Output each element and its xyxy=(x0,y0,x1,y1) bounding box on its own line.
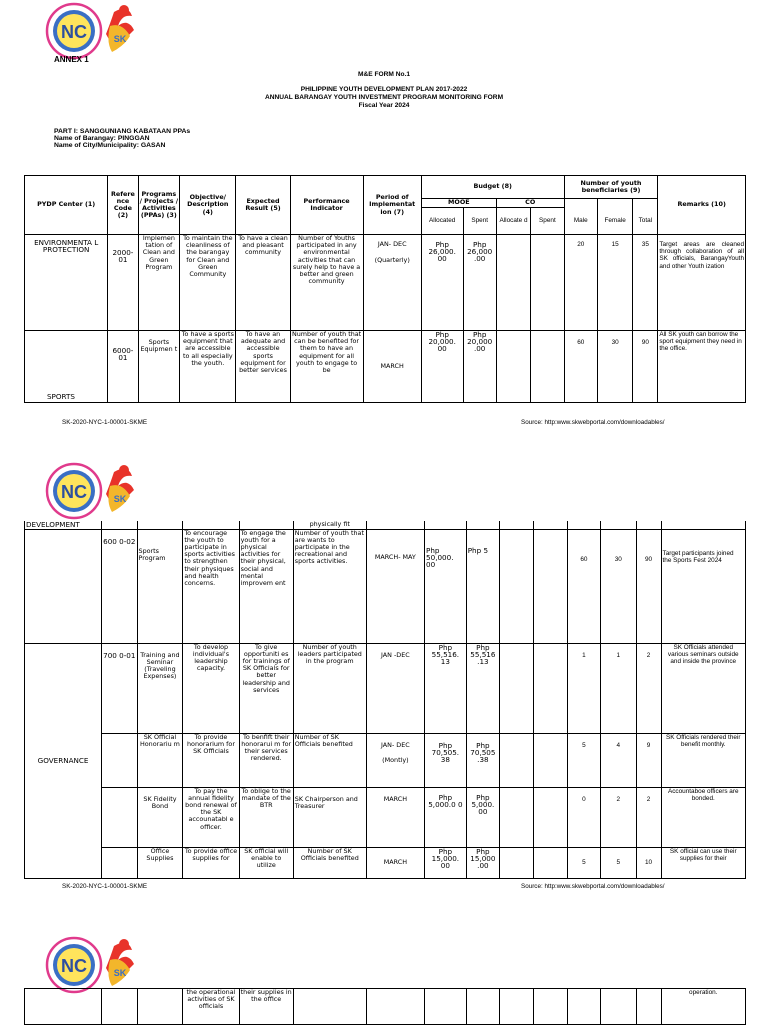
performance-indicator: SK Chairperson and Treasurer xyxy=(293,787,366,847)
mooe-allocated: Php 20,000. 00 xyxy=(421,331,463,403)
female-count: 1 xyxy=(601,643,636,733)
col-total: Total xyxy=(633,208,658,235)
pydp-center: ENVIRONMENTA L PROTECTION xyxy=(25,235,108,331)
mooe-allocated: Php 5,000.0 0 xyxy=(425,787,467,847)
remarks: SK official can use their supplies for their xyxy=(661,847,746,878)
period: MARCH xyxy=(366,847,424,878)
objective: To provide office supplies for xyxy=(183,847,239,878)
female-count: 4 xyxy=(601,733,636,787)
total-count: 35 xyxy=(633,235,658,331)
mooe-spent: Php 5,000. 00 xyxy=(466,787,499,847)
sk-logo-text: SK xyxy=(113,34,127,44)
pydp-center: GOVERNANCE xyxy=(25,643,102,878)
mooe-allocated: Php 50,000. 00 xyxy=(425,529,467,643)
male-count: 0 xyxy=(567,787,600,847)
plan-title: PHILIPPINE YOUTH DEVELOPMENT PLAN 2017-2022 xyxy=(300,86,468,93)
mooe-spent: Php 15,000 .00 xyxy=(466,847,499,878)
nc-sk-logo xyxy=(44,462,144,520)
performance-indicator: Number of SK Officials benefited xyxy=(293,847,366,878)
performance-indicator: Number of youth that are wants to participate in the recreational and sports activities. xyxy=(293,529,366,643)
ppa: Training and Seminar (Traveling Expenses) xyxy=(137,643,183,733)
footer-source: Source: http:www.skwebportal.com/downloadables/ xyxy=(521,419,665,426)
col-period: Period of Implementat ion (7) xyxy=(363,176,421,235)
nc-logo-text: NC xyxy=(61,22,87,42)
part-info xyxy=(54,128,190,150)
ppa: Implemen tation of Clean and Green Program xyxy=(138,235,180,331)
annex-label: ANNEX 1 xyxy=(54,55,89,64)
male-count: 20 xyxy=(564,235,597,331)
table-row xyxy=(25,643,746,733)
total-count: 90 xyxy=(633,331,658,403)
period-note: (Quarterly) xyxy=(374,256,410,265)
nc-logo-text: NC xyxy=(61,482,87,502)
col-pydp-center: PYDP Center (1) xyxy=(25,176,108,235)
table-row xyxy=(25,235,746,331)
col-reference-code: Refere nce Code (2) xyxy=(108,176,138,235)
col-mooe-spent: Spent xyxy=(463,208,496,235)
performance-indicator: Number of SK Officials benefited xyxy=(293,733,366,787)
remarks: SK Officials rendered their benefit monthly. xyxy=(661,733,746,787)
reference-code: 700 0-01 xyxy=(102,643,137,733)
mooe-spent: Php 70,505 .38 xyxy=(466,733,499,787)
col-budget: Budget (8) xyxy=(421,176,564,199)
ppa: Sports Program xyxy=(137,529,183,643)
col-male: Male xyxy=(564,208,597,235)
objective: To encourage the youth to participate in sports activities to strengthen their physiques and health concerns. xyxy=(183,529,239,643)
period-range: JAN- DEC xyxy=(377,240,407,248)
expected-result: To have an adequate and accessible sports equipment for better services xyxy=(236,331,290,403)
form-number: M&E FORM No.1 xyxy=(357,71,411,78)
performance-indicator: Number of Youths participated in any environmental activities that can surely help to have a better and green community xyxy=(290,235,363,331)
male-count: 60 xyxy=(567,529,600,643)
footer-code: SK-2020-NYC-1-00001-SKME xyxy=(62,419,148,426)
col-co-spent: Spent xyxy=(531,208,564,235)
total-count: 2 xyxy=(636,787,661,847)
period: JAN -DEC xyxy=(366,643,424,733)
remarks: SK Officials attended various seminars outside and inside the province xyxy=(661,643,746,733)
period xyxy=(363,235,421,331)
mooe-allocated: Php 55,516. 13 xyxy=(425,643,467,733)
female-count: 30 xyxy=(597,331,632,403)
period-range: JAN- DEC xyxy=(381,740,410,749)
male-count: 5 xyxy=(567,733,600,787)
performance-indicator: Number of youth that can be benefited for them to have an equipment for all youth to engage to be xyxy=(290,331,363,403)
table-row xyxy=(25,331,746,403)
total-count: 90 xyxy=(636,529,661,643)
ppa: SK Fidelity Bond xyxy=(137,787,183,847)
expected-result: To engage the youth for a physical activities for their physical, social and mental improvem ent xyxy=(239,529,293,643)
remarks: Target participants joined the Sports Fest 2024 xyxy=(661,529,746,643)
barangay-name: Name of Barangay: PINGGAN xyxy=(54,135,150,143)
expected-result: To oblige to the mandate of the BTR xyxy=(239,787,293,847)
mooe-spent: Php 55,516 .13 xyxy=(466,643,499,733)
nc-logo-text: NC xyxy=(61,956,87,976)
expected-result: To benfift their honorarui m for their services rendered. xyxy=(239,733,293,787)
period: MARCH xyxy=(366,787,424,847)
table-row xyxy=(25,733,746,787)
reference-code: 600 0-02 xyxy=(102,529,137,643)
remarks: Target areas are cleaned through collaboration of all SK officials, BarangayYouth and other Youth ization xyxy=(658,235,746,331)
reference-code: 2000- 01 xyxy=(108,235,138,331)
period xyxy=(366,733,424,787)
total-count: 2 xyxy=(636,643,661,733)
footer-source: Source: http:www.skwebportal.com/downloadables/ xyxy=(521,883,665,890)
pydp-center: SPORTS xyxy=(25,331,108,403)
objective: To maintain the cleanliness of the barangay for Clean and Green Community xyxy=(180,235,236,331)
col-remarks: Remarks (10) xyxy=(658,176,746,235)
mooe-allocated: Php 70,505. 38 xyxy=(425,733,467,787)
objective: To have a sports equipment that are accessible to all especially the youth. xyxy=(180,331,236,403)
mooe-spent: Php 5 xyxy=(466,529,499,643)
female-count: 30 xyxy=(601,529,636,643)
expected-result-continued: their supplies in the office xyxy=(239,989,293,1025)
remarks: Accountaboe officers are bonded. xyxy=(661,787,746,847)
period: MARCH xyxy=(363,331,421,403)
female-count: 2 xyxy=(601,787,636,847)
expected-result: SK official will enable to utilize xyxy=(239,847,293,878)
col-objective: Objective/ Description (4) xyxy=(180,176,236,235)
col-performance-indicator: Performance Indicator xyxy=(290,176,363,235)
col-female: Female xyxy=(597,208,632,235)
performance-indicator: Number of youth leaders participated in the program xyxy=(293,643,366,733)
expected-result: To give opportuniti es for trainings of SK Officials for better leadership and services xyxy=(239,643,293,733)
male-count: 5 xyxy=(567,847,600,878)
col-co-allocated: Allocate d xyxy=(496,208,530,235)
mooe-spent: Php 26,000 .00 xyxy=(463,235,496,331)
monitoring-table-page1 xyxy=(24,175,746,403)
sk-logo-text: SK xyxy=(113,494,127,504)
footer-code: SK-2020-NYC-1-00001-SKME xyxy=(62,883,148,890)
pydp-center-continued: DEVELOPMENT xyxy=(25,521,102,529)
reference-code: 6000- 01 xyxy=(108,331,138,403)
table-row xyxy=(25,529,746,643)
sk-logo-text: SK xyxy=(113,968,127,978)
table-row xyxy=(25,989,746,1025)
col-ppas: Programs / Projects / Activities (PPAs) (3) xyxy=(138,176,180,235)
objective-continued: the operational activities of SK officials xyxy=(183,989,239,1025)
monitoring-table-page3 xyxy=(24,988,746,1025)
col-expected-result: Expected Result (5) xyxy=(236,176,290,235)
ppa: Office Supplies xyxy=(137,847,183,878)
table-row xyxy=(25,847,746,878)
period-note: (Montly) xyxy=(382,755,409,764)
male-count: 60 xyxy=(564,331,597,403)
objective: To pay the annual fidelity bond renewal of the SK accounatabl e officer. xyxy=(183,787,239,847)
col-co: CO xyxy=(496,199,564,208)
ppa: SK Official Honorariu m xyxy=(137,733,183,787)
performance-indicator-continued: physically fit xyxy=(293,521,366,529)
total-count: 10 xyxy=(636,847,661,878)
monitoring-table-page2 xyxy=(24,521,746,879)
male-count: 1 xyxy=(567,643,600,733)
mooe-allocated: Php 26,000. 00 xyxy=(421,235,463,331)
remarks-continued: operation. xyxy=(661,989,746,1025)
mooe-allocated: Php 15,000. 00 xyxy=(425,847,467,878)
col-mooe-allocated: Allocated xyxy=(421,208,463,235)
mooe-spent: Php 20,000 .00 xyxy=(463,331,496,403)
nc-sk-logo xyxy=(44,936,144,994)
col-mooe: MOOE xyxy=(421,199,496,208)
ppa: Sports Equipmen t xyxy=(138,331,180,403)
female-count: 15 xyxy=(597,235,632,331)
form-title: ANNUAL BARANGAY YOUTH INVESTMENT PROGRAM MONITORING FORM xyxy=(264,94,504,101)
table-row xyxy=(25,787,746,847)
table-row xyxy=(25,521,746,529)
fiscal-year: Fiscal Year 2024 xyxy=(358,102,410,109)
total-count: 9 xyxy=(636,733,661,787)
expected-result: To have a clean and pleasant community xyxy=(236,235,290,331)
period: MARCH- MAY xyxy=(366,529,424,643)
col-beneficiaries: Number of youth beneficiaries (9) xyxy=(564,176,658,199)
objective: To develop individual's leadership capacity. xyxy=(183,643,239,733)
nc-sk-logo xyxy=(44,2,144,60)
city-name: Name of City/Municipality: GASAN xyxy=(54,142,166,150)
objective: To provide honorarium for SK Officials xyxy=(183,733,239,787)
female-count: 5 xyxy=(601,847,636,878)
part-title: PART I: SANGGUNIANG KABATAAN PPAs xyxy=(54,128,191,135)
remarks: All SK youth can borrow the sport equipment they need in the office. xyxy=(658,331,746,403)
